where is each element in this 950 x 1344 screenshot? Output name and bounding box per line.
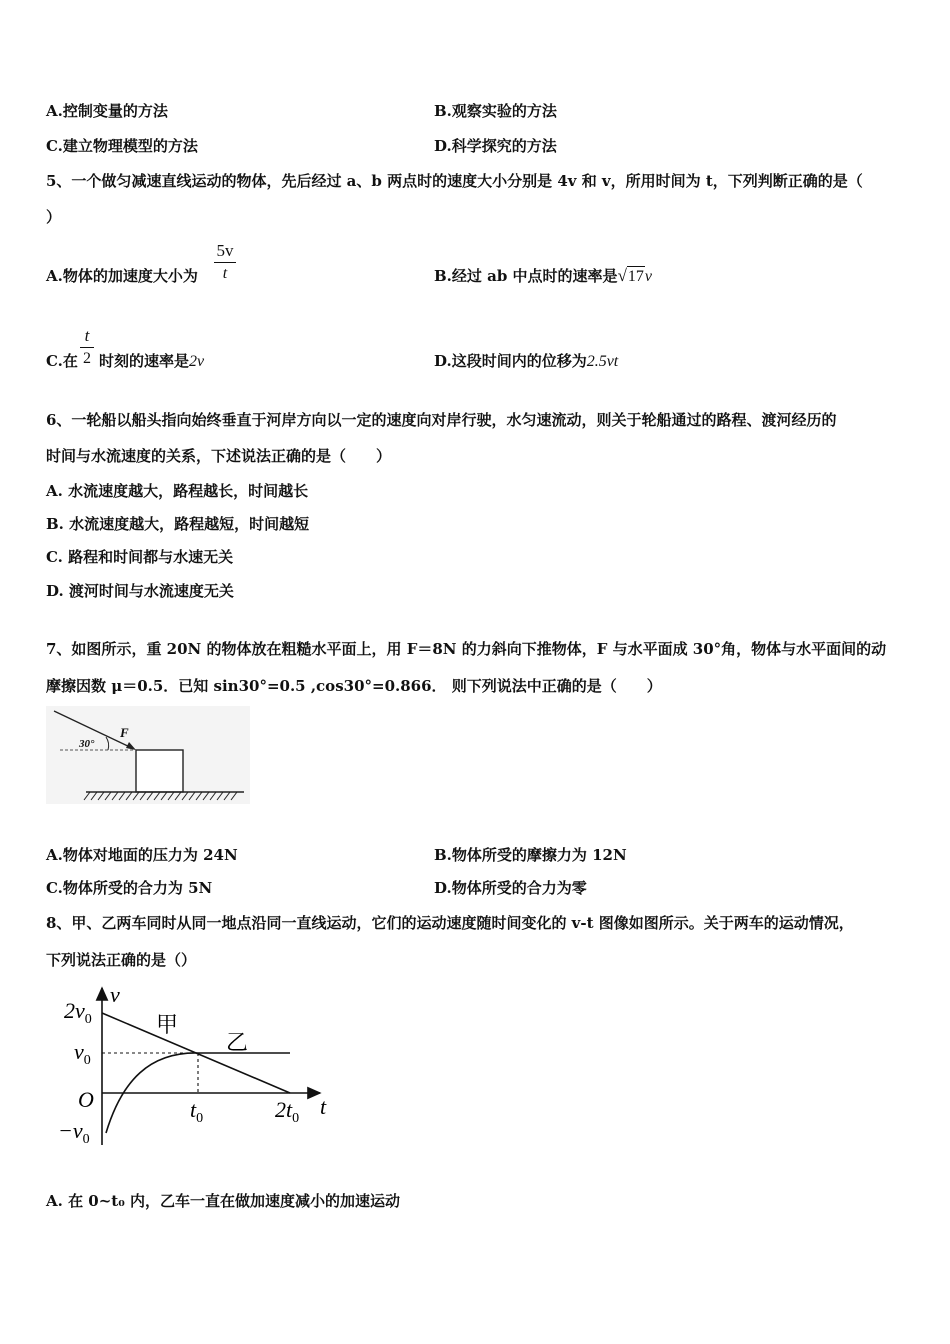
q7-option-a: A.物体对地面的压力为 24N [46,846,238,864]
label-2t0-sub: 0 [292,1111,300,1126]
q5-option-a-text: A.物体的加速度大小为 [46,267,198,285]
label-v0-sub: 0 [83,1053,91,1068]
q5-option-c-denominator: 2 [83,350,91,367]
q7-force-diagram [46,706,250,804]
label-jia: 甲 [156,1012,179,1037]
q5-option-a-fraction [214,241,236,284]
q6-option-b: B. 水流速度越大，路程越短，时间越短 [46,515,310,533]
q5-option-b-var: v [644,268,653,285]
label-neg-v0 [58,1118,90,1147]
q5-option-c-post [99,351,204,372]
label-neg-v0-sub: 0 [82,1132,90,1147]
q6-option-c: C. 路程和时间都与水速无关 [46,548,234,566]
q5-option-c-post-text: 时刻的速率是 [99,352,190,370]
q4-option-a: A.控制变量的方法 [46,102,168,120]
q5-option-d [434,351,618,372]
q5-option-a-denominator: t [222,265,228,282]
label-t0-main: t [190,1097,197,1122]
q6-option-a: A. 水流速度越大，路程越长，时间越长 [46,482,309,500]
force-label: F [120,725,129,740]
q8-stem-line2: 下列说法正确的是（） [46,951,197,969]
label-t0 [190,1097,203,1126]
q8-option-a: A. 在 0~t₀ 内，乙车一直在做加速度减小的加速运动 [46,1192,401,1210]
block [136,750,183,792]
q5-option-c-numerator: t [84,326,90,345]
q4-option-b: B.观察实验的方法 [434,102,557,120]
q7-option-b: B.物体所受的摩擦力为 12N [434,846,627,864]
q8-stem-line1: 8、甲、乙两车同时从同一地点沿同一直线运动，它们的运动速度随时间变化的 v-t 图像如图所示。关于两车的运动情况， [46,914,854,932]
q5-stem-line1: 5、一个做匀减速直线运动的物体，先后经过 a、b 两点时的速度大小分别是 4v 和 v，所用时间为 t，下列判断正确的是（ [46,172,863,190]
label-t0-sub: 0 [196,1111,204,1126]
label-v0-main: v [74,1039,84,1064]
t-axis-label: t [320,1094,327,1119]
label-yi: 乙 [226,1030,249,1055]
label-2t0-main: 2t [275,1097,293,1122]
q6-stem-line1: 6、一轮船以船头指向始终垂直于河岸方向以一定的速度向对岸行驶，水匀速流动，则关于轮船通过的路程、渡河经历的 [46,411,837,429]
q7-stem-line1: 7、如图所示，重 20N 的物体放在粗糙水平面上，用 F＝8N 的力斜向下推物体，F 与水平面成 30°角，物体与水平面间的动 [46,640,887,658]
q5-option-b-root: 17 [627,268,644,285]
q5-option-d-value: 2.5vt [586,353,619,370]
label-v0 [74,1039,91,1068]
label-2t0 [275,1097,299,1126]
q6-stem-line2: 时间与水流速度的关系，下述说法正确的是（ ） [46,447,392,465]
q5-stem-line2: ） [46,208,62,226]
q6-option-d: D. 渡河时间与水流速度无关 [46,582,234,600]
q5-option-b-text: B.经过 ab 中点时的速率是 [434,267,618,285]
q7-option-c: C.物体所受的合力为 5N [46,879,213,897]
origin-label: O [78,1087,94,1112]
q5-option-c-pre: C.在 [46,352,78,370]
label-2v0-main: 2v [64,998,85,1023]
label-2v0-sub: 0 [84,1012,92,1027]
angle-label: 30° [79,738,95,750]
v-axis-label: v [110,982,120,1007]
q8-vt-graph [50,980,340,1152]
q5-option-c-fraction [80,326,94,369]
q5-option-d-text: D.这段时间内的位移为 [434,352,587,370]
q7-stem-line2: 摩擦因数 μ＝0.5．已知 sin30°=0.5 ,cos30°=0.866． 则下列说法中正确的是（ ） [46,677,662,695]
q4-option-c: C.建立物理模型的方法 [46,137,198,155]
q4-option-d: D.科学探究的方法 [434,137,557,155]
label-neg-v0-main: −v [58,1118,83,1143]
q7-option-d: D.物体所受的合力为零 [434,879,587,897]
q5-option-b: B.经过 ab 中点时的速率是√17v [434,266,653,285]
q5-option-a-numerator: 5v [216,241,234,260]
q5-option-c-value: 2v [189,353,205,370]
label-2v0 [64,998,92,1027]
